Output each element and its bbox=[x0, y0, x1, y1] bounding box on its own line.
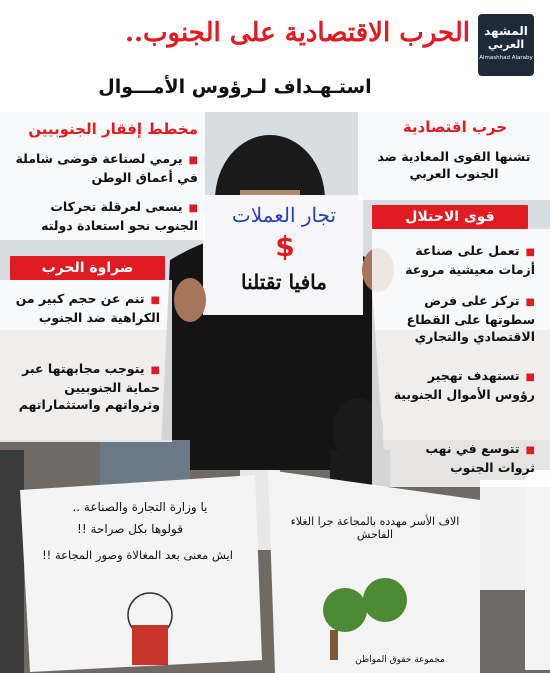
center-sign-line1: تجار العملات bbox=[231, 203, 337, 227]
right-sign-line2: مجموعة حقوق المواطن bbox=[355, 655, 445, 665]
ferocity-heading: ضراوة الحرب bbox=[10, 256, 165, 280]
page-title: الحرب الاقتصادية على الجنوب.. bbox=[124, 18, 470, 48]
occupation-item-1: ■ تعمل على صناعة أزمات معيشية مروعة bbox=[385, 242, 535, 278]
logo bbox=[478, 14, 534, 76]
page-subtitle: استـهـداف لـرؤوس الأمـــوال bbox=[98, 76, 372, 98]
economic-war-heading: حرب اقتصادية bbox=[402, 118, 508, 136]
occupation-item-3: ■ تستهدف تهجير رؤوس الأموال الجنوبية bbox=[385, 367, 535, 403]
plan-item-1: ■ يرمي لصناعة فوضى شاملة في أعماق الوطن bbox=[8, 150, 198, 186]
center-sign-symbol: $ bbox=[275, 230, 295, 263]
left-sign-line3: ايش معنى بعد المغالاة وصور المجاعة !! bbox=[42, 548, 233, 562]
logo-line3: Almashhad Alaraby bbox=[479, 55, 533, 61]
occupation-heading: قوى الاحتلال bbox=[372, 205, 528, 229]
left-sign-line1: يا وزارة التجارة والصناعة .. bbox=[72, 500, 208, 514]
ferocity-item-2: ■ يتوجب مجابهتها عبر حماية الجنوبيين وثرواتهم واستثماراتهم bbox=[10, 360, 160, 413]
occupation-item-2: ■ تركز على فرض سطوتها على القطاع الاقتصادي والتجاري bbox=[385, 292, 535, 345]
logo-line1: المشهد bbox=[484, 24, 528, 38]
logo-line2: العربي bbox=[487, 38, 525, 51]
occupation-item-4: ■ تتوسع في نهب ثروات الجنوب bbox=[385, 440, 535, 476]
economic-war-text: تشنها القوى المعادية ضد الجنوب العربي bbox=[377, 149, 531, 181]
plan-heading: مخطط إفقار الجنوبيين bbox=[28, 120, 198, 138]
right-sign-line1: الاف الأسر مهدده بالمجاعة جرا الغلاء الفاحش bbox=[290, 515, 460, 541]
plan-item-2: ■ يسعى لعرقلة تحركات الجنوب نحو استعادة دولته bbox=[8, 198, 198, 234]
center-sign-line2: مافيا تقتلنا bbox=[241, 270, 327, 294]
ferocity-item-1: ■ تنم عن حجم كبير من الكراهية ضد الجنوب bbox=[10, 290, 160, 326]
left-sign-line2: قولوها بكل صراحة !! bbox=[77, 522, 183, 536]
